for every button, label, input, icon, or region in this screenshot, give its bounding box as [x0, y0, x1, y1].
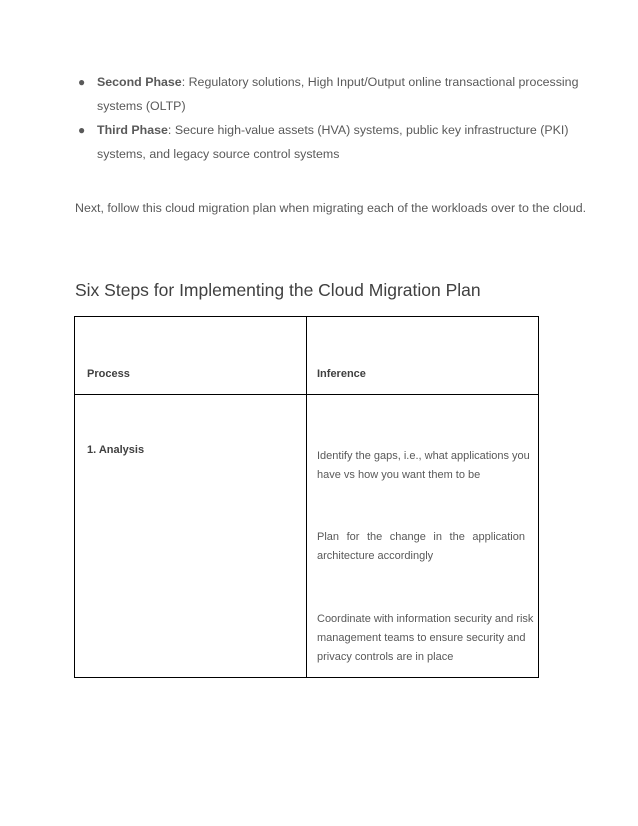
- bullet-line-2: systems (OLTP): [97, 99, 186, 113]
- bullet-line-1: [97, 118, 569, 142]
- bullet-text: Regulatory solutions, High Input/Output online transactional processing: [188, 75, 579, 89]
- process-cell: 1. Analysis: [87, 444, 145, 456]
- column-header-process: Process: [87, 368, 130, 380]
- bullet-second-phase: [78, 70, 579, 118]
- bullet-dot-icon: ●: [78, 75, 86, 89]
- bullet-separator: :: [167, 123, 172, 137]
- inference-item: [317, 528, 525, 566]
- inference-item: [317, 610, 534, 667]
- table-header-divider: [75, 394, 538, 395]
- inference-line: privacy controls are in place: [317, 651, 454, 663]
- column-header-inference: Inference: [317, 368, 366, 380]
- bullet-line-2: systems, and legacy source control systems: [97, 147, 340, 161]
- intro-paragraph: Next, follow this cloud migration plan when migrating each of the workloads over to the cloud.: [75, 201, 587, 215]
- bullet-line-1: [97, 70, 579, 94]
- table-column-divider: [306, 317, 307, 677]
- inference-line: Plan for the change in the application: [317, 531, 525, 543]
- bullet-dot-icon: ●: [78, 123, 86, 137]
- bullet-text: Secure high-value assets (HVA) systems, public key infrastructure (PKI): [174, 123, 569, 137]
- inference-item: [317, 447, 530, 485]
- section-heading: Six Steps for Implementing the Cloud Migration Plan: [75, 280, 481, 300]
- bullet-term: Third Phase: [97, 123, 168, 137]
- inference-line: Identify the gaps, i.e., what applications you: [317, 450, 530, 462]
- inference-line: architecture accordingly: [317, 550, 434, 562]
- inference-line: management teams to ensure security and: [317, 632, 526, 644]
- bullet-term: Second Phase: [97, 75, 182, 89]
- bullet-separator: :: [181, 75, 186, 89]
- migration-steps-table: [74, 316, 539, 678]
- inference-line: have vs how you want them to be: [317, 469, 481, 481]
- inference-line: Coordinate with information security and risk: [317, 613, 534, 625]
- bullet-third-phase: [78, 118, 569, 166]
